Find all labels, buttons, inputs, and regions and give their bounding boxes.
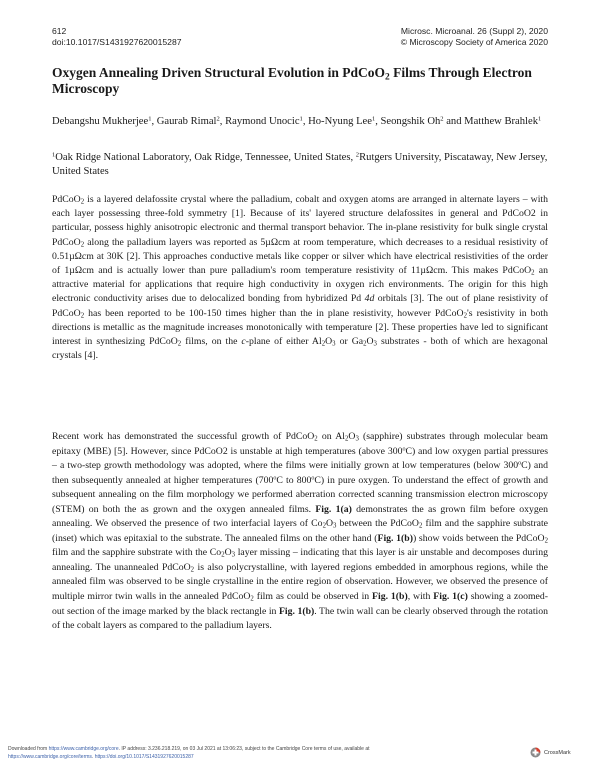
page-number: 612 [52,26,67,36]
body-paragraph-2: Recent work has demonstrated the successful growth of PdCoO$_2$ on $Al_2O_3$ (sapphire) substrates through molecular beam epitaxy (MBE) [5]. However, since PdCoO2 is unstable at high temperatures (above 300$^o$C) and low oxygen partial pressures – a two-step growth methodology was adopted, where the films were initially grown at low temperatures (below 300$^o$C) and then subsequently annealed at higher temperatures (700$^o$C to 800$^o$C) in pure oxygen. To understand the effect of growth and subsequent annealing on the film morphology we performed aberration corrected scanning transmission electron microscopy (STEM) on both the as grown and the oxygen annealed films. Fig. 1(a) demonstrates the as grown film before oxygen annealing. We observed the presence of two interfacial layers of $Co_2O_3$ between the PdCoO$_2$ film and the sapphire substrate (inset) which was epitaxial to the substrate. The annealed films on the other hand (Fig. 1(b)) show voids between the PdCoO$_2$ film and the sapphire substrate with the $Co_2O_3$ layer missing – indicating that this layer is air unstable and decomposes during annealing. The unannealed PdCoO$_2$ is also polycrystalline, with layered regions embedded in amorphous regions, while the annealed film was observed to be single crystalline in the entire region of observation. However, we observed the presence of multiple mirror twin walls in the annealed PdCoO$_2$ film as could be observed in Fig. 1(b), with Fig. 1(c) showing a zoomed-out section of the image marked by the black rectangle in Fig. 1(b). The twin wall can be clearly observed through the rotation of the cobalt layers as compared to the palladium layers. [52,431,549,632]
terms-link[interactable]: https://www.cambridge.org/core/terms [8,753,92,760]
page-header-left [52,26,182,48]
doi-link[interactable]: https://doi.org/10.1017/S1431927620015287 [94,753,194,760]
figure-ref: Fig. 1(c) [433,591,468,603]
crossmark-badge[interactable] [530,747,571,758]
journal-citation: Microsc. Microanal. 26 (Suppl 2), 2020 [400,26,548,36]
cambridge-core-link[interactable]: https://www.cambridge.org/core [48,746,119,752]
author-list: Debangshu Mukherjee$^1$, Gaurab Rimal$^2$, Raymond Unocic$^1$, Ho-Nyung Lee$^1$, Seongshik Oh$^2$ and Matthew Brahlek$^1$ [52,115,542,127]
download-footer: Downloaded from https://www.cambridge.org/core. IP address: 3.236.218.219, on 03 Jul 2021 at 13:06:23, subject to the Cambridge Core terms of use, available at https://www.cambridge.org/core/terms. https://doi.org/10.1017/S1431927620015287 [8,746,370,760]
affiliations: $^1$Oak Ridge National Laboratory, Oak Ridge, Tennessee, United States, $^2$Rutgers University, Piscataway, New Jersey, United States [52,151,548,177]
figure-ref: Fig. 1(b) [377,532,413,544]
page-header-right [401,26,548,48]
figure-ref: Fig. 1(a) [315,503,352,515]
crossmark-icon [530,747,541,758]
crossmark-label: CrossMark [544,749,571,756]
doi: doi:10.1017/S1431927620015287 [52,37,182,47]
figure-ref: Fig. 1(b) [278,605,315,617]
body-paragraph-1: PdCoO$_2$ is a layered delafossite crystal where the palladium, cobalt and oxygen atoms are arranged in alternate layers – with each layer possessing three-fold symmetry [1]. Because of its' layered structure delafossites in general and PdCoO2 in particular, possess highly anisotropic electronic and thermal transport behavior. The in-plane resistivity for bulk single crystal PdCoO$_2$ along the palladium layers was reported as 5µΩcm at room temperature, which decreases to a residual resistivity of 0.51µΩcm at 30K [2]. This approaches conductive metals like copper or silver which have electrical resistivities of the order of 1µΩcm and is actually lower than pure palladium's room temperature resistivity of 11µΩcm. This makes PdCoO$_2$ an attractive material for applications that require high conductivity in oxygen rich environments. The origin for this high electronic conductivity arises due to delocalized bonding from hybridized Pd 4d orbitals [3]. The out of plane resistivity of PdCoO$_2$ has been reported to be 100-150 times higher than the in plane resistivity, however PdCoO$_2$'s resistivity in both directions is metallic as the magnitude increases monotonically with temperature [2]. These properties have led to significant interest in synthesizing PdCoO$_2$ films, on the c-plane of either $Al_2O_3$ or $Ga_2O_3$ substrates - both of which are hexagonal crystals [4]. [52,194,549,362]
copyright: © Microscopy Society of America 2020 [400,37,548,47]
paper-title: Oxygen Annealing Driven Structural Evolution in PdCoO$_2$ Films Through Electron Microscopy [52,65,532,96]
figure-ref: Fig. 1(b) [372,591,408,603]
